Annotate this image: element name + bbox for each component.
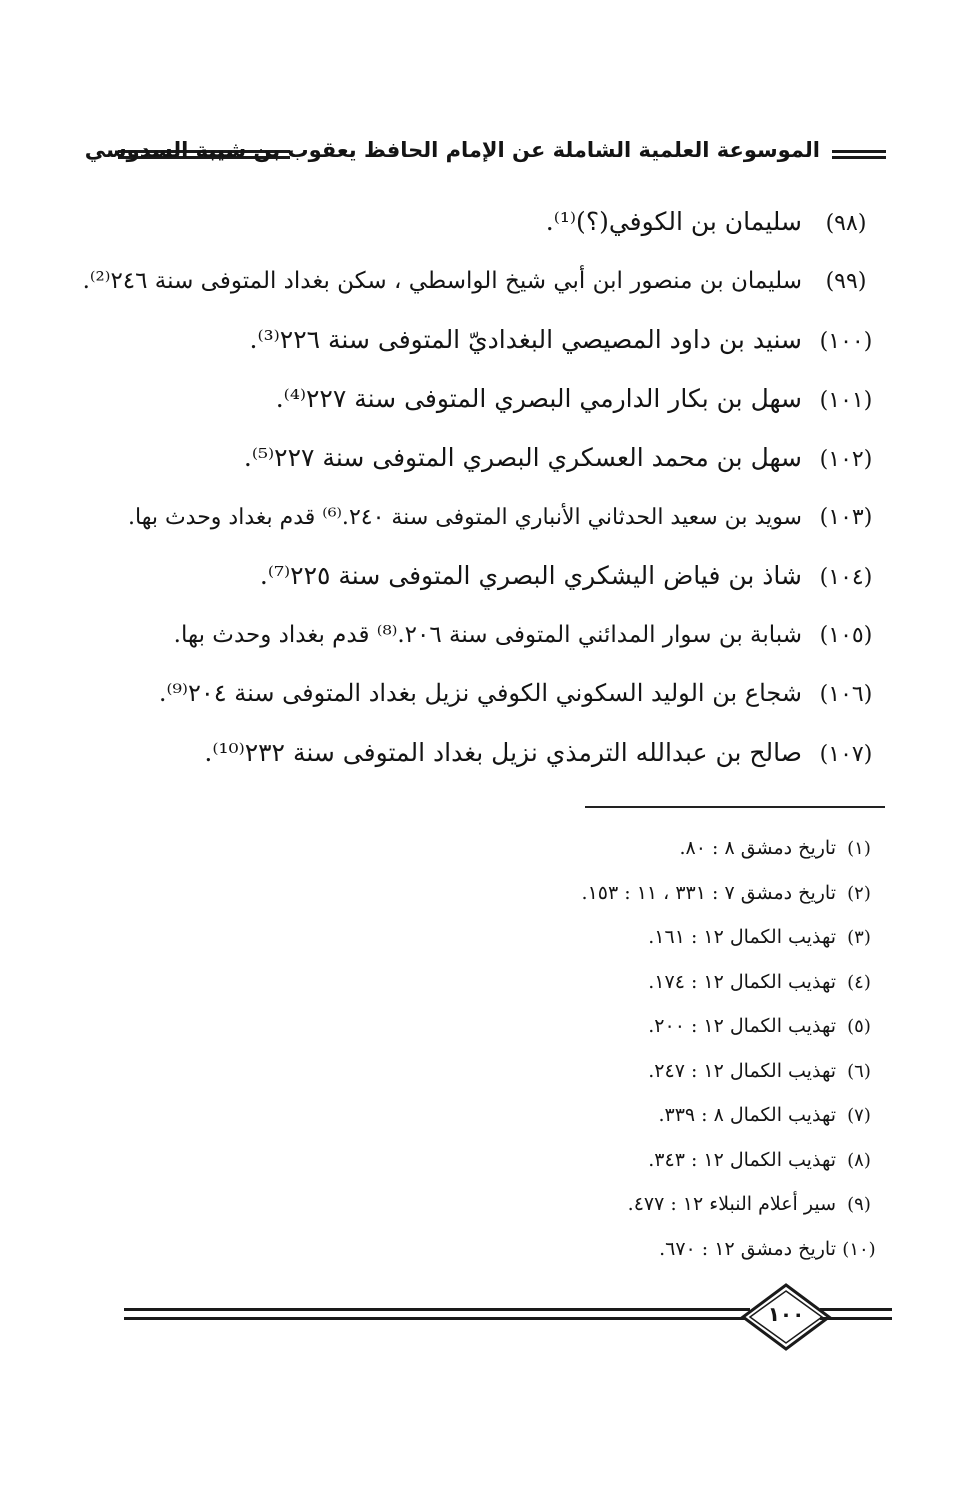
footer-rule-right <box>820 1308 892 1320</box>
list-item <box>82 251 890 310</box>
footnote-number: (٥) <box>847 1016 871 1037</box>
footnote-text: تهذيب الكمال ١٢ : ٢٤٧. <box>648 1059 836 1082</box>
entry-number: (١٠٤) <box>819 565 873 590</box>
footnote-text: تهذيب الكمال ٨ : ٣٣٩. <box>658 1104 836 1126</box>
list-item <box>120 605 890 664</box>
footnote-text: تهذيب الكمال ١٢ : ١٧٤. <box>648 970 836 993</box>
footnote-text: تهذيب الكمال ١٢ : ٣٤٣. <box>648 1148 836 1171</box>
list-item <box>120 428 890 487</box>
footnote-number: (٤) <box>847 971 871 993</box>
entry-text: شجاع بن الوليد السكوني الكوفي نزيل بغداد المتوفى سنة ٢٠٤⁽⁹⁾. <box>158 679 802 707</box>
entry-number: (١٠٦) <box>819 682 873 707</box>
page-number: ١٠٠ <box>767 1302 805 1326</box>
list-item <box>120 723 890 782</box>
entry-text: سهل بن محمد العسكري البصري المتوفى سنة ٢٢٧⁽⁵⁾. <box>243 443 802 472</box>
list-item <box>120 369 890 428</box>
entry-list <box>82 192 890 782</box>
entry-number: (١٠٧) <box>819 742 873 767</box>
entry-text: شاذ بن فياض اليشكري البصري المتوفى سنة ٢٢٥⁽⁷⁾. <box>259 561 802 590</box>
entry-text: سليمان بن الكوفي(؟)⁽¹⁾. <box>545 207 802 236</box>
entry-text: سليمان بن منصور ابن أبي شيخ الواسطي ، سكن بغداد المتوفى سنة ٢٤٦⁽²⁾. <box>82 268 802 294</box>
header-rule-right <box>832 150 886 159</box>
entry-number: (٩٩) <box>825 269 867 294</box>
footnote-item <box>400 1093 882 1138</box>
footnote-item <box>400 960 882 1005</box>
footnote-item <box>400 1227 882 1272</box>
footnote-text: تاريخ دمشق ٨ : ٨٠. <box>679 837 836 859</box>
footnote-text: تاريخ دمشق ١٢ : ٦٧٠. <box>659 1237 836 1260</box>
footnote-item <box>400 1049 882 1094</box>
footnote-item <box>400 1182 882 1227</box>
entry-text: شبابة بن سوار المدائني المتوفى سنة ٢٠٦.⁽⁸⁾ قدم بغداد وحدث بها. <box>173 622 802 648</box>
footnote-list <box>400 826 882 1271</box>
list-item <box>120 664 890 723</box>
list-item <box>120 546 890 605</box>
entry-number: (١٠٣) <box>819 505 873 530</box>
footnote-item <box>400 1004 882 1049</box>
footnote-number: (١٠) <box>842 1238 876 1260</box>
entry-text: سويد بن سعيد الحدثاني الأنباري المتوفى سنة ٢٤٠.⁽⁶⁾ قدم بغداد وحدث بها. <box>128 505 802 530</box>
list-item <box>120 487 890 546</box>
footnote-number: (٢) <box>847 882 871 904</box>
page-footer <box>124 1282 892 1352</box>
footnote-item <box>400 1138 882 1183</box>
footnote-number: (٩) <box>847 1194 871 1215</box>
footer-rule-left <box>124 1308 750 1320</box>
footnote-item <box>400 915 882 960</box>
entry-text: صالح بن عبدالله الترمذي نزيل بغداد المتوفى سنة ٢٣٢⁽¹⁰⁾. <box>204 738 802 767</box>
footnote-number: (١) <box>847 838 871 859</box>
entry-number: (١٠٢) <box>819 447 873 472</box>
footnote-number: (٣) <box>847 927 871 948</box>
footnote-item <box>400 826 882 871</box>
footnote-separator <box>585 806 885 808</box>
footnote-text: تهذيب الكمال ١٢ : ١٦١. <box>648 926 836 948</box>
footnote-text: سير أعلام النبلاء ١٢ : ٤٧٧. <box>627 1193 836 1215</box>
entry-text: سهل بن بكار الدارمي البصري المتوفى سنة ٢٢٧⁽⁴⁾. <box>275 384 802 413</box>
entry-number: (١٠٠) <box>819 329 873 354</box>
footnote-text: تهذيب الكمال ١٢ : ٢٠٠. <box>648 1015 836 1037</box>
list-item <box>120 310 890 369</box>
running-header <box>84 134 886 174</box>
footnote-text: تاريخ دمشق ٧ : ٣٣١ ، ١١ : ١٥٣. <box>581 881 836 904</box>
footnote-number: (٦) <box>847 1060 871 1082</box>
footnote-number: (٧) <box>847 1105 871 1126</box>
header-title: الموسوعة العلمية الشاملة عن الإمام الحافظ يعقوب بن شيبة السدوسي <box>84 138 820 162</box>
entry-number: (٩٨) <box>825 211 867 236</box>
list-item <box>120 192 890 251</box>
entry-number: (١٠١) <box>819 388 873 413</box>
footnote-item <box>400 871 882 916</box>
entry-text: سنيد بن داود المصيصي البغداديّ المتوفى سنة ٢٢٦⁽³⁾. <box>249 325 802 354</box>
entry-number: (١٠٥) <box>819 623 873 648</box>
footnote-number: (٨) <box>847 1149 871 1171</box>
